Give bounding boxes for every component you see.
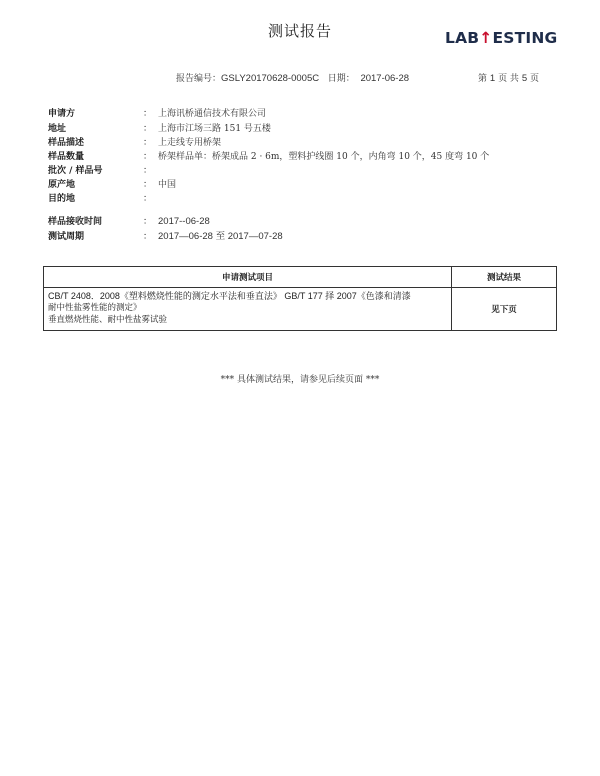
field-label: 样品接收时间 bbox=[48, 217, 103, 227]
labtesting-logo bbox=[445, 27, 557, 49]
report-title: 测试报告 bbox=[267, 22, 332, 40]
field-label: 申请方 bbox=[48, 109, 76, 119]
page-total: 5 bbox=[521, 73, 528, 84]
field-colon: ： bbox=[143, 152, 153, 162]
see-following-pages-note: *** 具体测试结果，请参见后续页面 *** bbox=[220, 375, 380, 385]
field-label: 测试周期 bbox=[48, 232, 85, 242]
report-meta bbox=[176, 71, 409, 84]
field-label: 原产地 bbox=[48, 180, 76, 190]
header-test-item: 申请测试项目 bbox=[44, 267, 452, 288]
logo-text-lab: LAB bbox=[445, 29, 480, 47]
page-middle: 页 共 bbox=[498, 74, 519, 84]
field-colon: ： bbox=[143, 124, 153, 134]
field-label: 目的地 bbox=[48, 194, 76, 204]
report-no-label: 报告编号： bbox=[176, 74, 222, 84]
test-item-line: CB/T 2408．2008《塑料燃烧性能的测定水平法和垂直法》 GB/T 177 择 2007《色漆和清漆 bbox=[48, 291, 411, 301]
report-date: 2017-06-28 bbox=[360, 73, 410, 84]
header-test-result: 测试结果 bbox=[452, 267, 557, 288]
field-value: 上海市江场三路 151 号五楼 bbox=[158, 124, 271, 134]
field-label: 样品描述 bbox=[48, 138, 85, 148]
page-current: 1 bbox=[489, 73, 496, 84]
test-item-cell bbox=[44, 288, 452, 331]
test-item-line: 耐中性盐雾性能的测定》 bbox=[48, 303, 142, 313]
field-value: 上海讯桥通信技术有限公司 bbox=[158, 109, 267, 119]
test-result-cell: 见下页 bbox=[452, 288, 557, 331]
test-item-line: 垂直燃烧性能、耐中性盐雾试验 bbox=[48, 315, 168, 325]
page-prefix: 第 bbox=[478, 74, 488, 84]
table-header-row bbox=[44, 267, 557, 288]
page-suffix: 页 bbox=[529, 74, 539, 84]
report-no: GSLY20170628-0005C bbox=[221, 73, 320, 84]
field-colon: ： bbox=[143, 180, 153, 190]
field-colon: ： bbox=[143, 217, 153, 227]
field-label: 地址 bbox=[48, 124, 67, 134]
page-indicator bbox=[478, 71, 539, 84]
field-value: 2017—06-28 至 2017—07-28 bbox=[158, 231, 283, 242]
field-label: 批次 / 样品号 bbox=[48, 166, 103, 176]
field-value: 2017--06-28 bbox=[158, 216, 210, 227]
table-row bbox=[44, 288, 557, 331]
logo-text-esting: ESTING bbox=[492, 29, 558, 47]
logo-arrow-icon: ↑ bbox=[479, 29, 493, 47]
field-value: 上走线专用桥架 bbox=[158, 138, 222, 148]
field-colon: ： bbox=[143, 232, 153, 242]
field-value: 中国 bbox=[158, 180, 177, 190]
date-label: 日期： bbox=[327, 74, 355, 84]
field-colon: ： bbox=[143, 138, 153, 148]
field-label: 样品数量 bbox=[48, 152, 85, 162]
field-colon: ： bbox=[143, 166, 153, 176]
field-colon: ： bbox=[143, 109, 153, 119]
test-items-table bbox=[43, 266, 557, 331]
field-value: 桥架样品单：桥架成品 2 · 6m，塑料护线圈 10 个，内角弯 10 个，45 度弯 10 个 bbox=[158, 152, 490, 162]
field-colon: ： bbox=[143, 194, 153, 204]
